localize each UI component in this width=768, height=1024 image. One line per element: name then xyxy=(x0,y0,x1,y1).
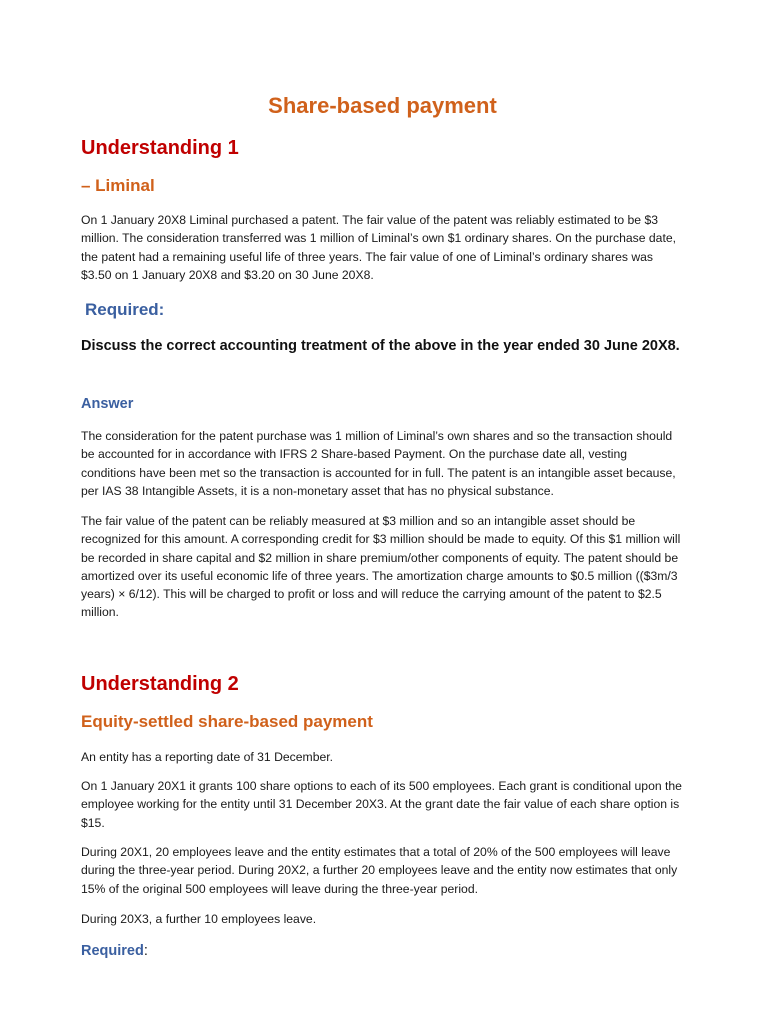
answer-paragraph-1: The consideration for the patent purchase was 1 million of Liminal’s own shares and so the transaction should be accounted for in accordance with IFRS 2 Share-based Payment. On the purchase date all, vesting conditions have been met so the transaction is accounted for in full. The patent is an intangible asset because, per IAS 38 Intangible Assets, it is a non-monetary asset that has no physical substance. xyxy=(81,429,676,498)
answer-label: Answer xyxy=(81,396,134,412)
section1-intro: On 1 January 20X8 Liminal purchased a patent. The fair value of the patent was reliably estimated to be $3 million. The consideration transferred was 1 million of Liminal’s own $1 ordinary shares. On the purchase date, the patent had a remaining useful life of three years. The fair value of one of Liminal’s ordinary shares was $3.50 on 1 January 20X8 and $3.20 on 30 June 20X8. xyxy=(81,213,677,282)
document-title: Share-based payment xyxy=(268,93,497,118)
section2-heading: Understanding 2 xyxy=(81,673,239,695)
section2-required-colon: : xyxy=(143,943,148,959)
section2-paragraph-3: During 20X1, 20 employees leave and the entity estimates that a total of 20% of the 500 employees will leave during the three-year period. During 20X2, a further 20 employees leave and the entity now estimates that only 15% of the original 500 employees will leave during the three-year period. xyxy=(81,845,678,896)
section2-paragraph-4: During 20X3, a further 10 employees leave. xyxy=(81,912,317,926)
section2-required-label: Required xyxy=(81,943,144,959)
section1-subheading: – Liminal xyxy=(81,176,155,195)
section2-paragraph-1: An entity has a reporting date of 31 December. xyxy=(81,750,334,764)
section1-question: Discuss the correct accounting treatment of the above in the year ended 30 June 20X8. xyxy=(81,338,680,354)
answer-paragraph-2: The fair value of the patent can be reliably measured at $3 million and so an intangible asset should be recognized for this amount. A corresponding credit for $3 million should be made to equity. Of this $1 million will be recorded in share capital and $2 million in share premium/other components of equity. The patent should be amortized over its useful economic life of three years. The amortization charge amounts to $0.5 million (($3m/3 years) × 6/12). This will be charged to profit or loss and will reduce the carrying amount of the patent to $2.5 million. xyxy=(81,514,681,620)
section1-required-label: Required: xyxy=(85,300,165,319)
section2-paragraph-2: On 1 January 20X1 it grants 100 share options to each of its 500 employees. Each grant is conditional upon the employee working for the entity until 31 December 20X3. At the grant date the fair value of each share option is $15. xyxy=(81,779,682,830)
section1-heading: Understanding 1 xyxy=(81,137,239,159)
section2-subheading: Equity-settled share-based payment xyxy=(81,712,373,731)
section2-required-heading xyxy=(81,940,148,962)
